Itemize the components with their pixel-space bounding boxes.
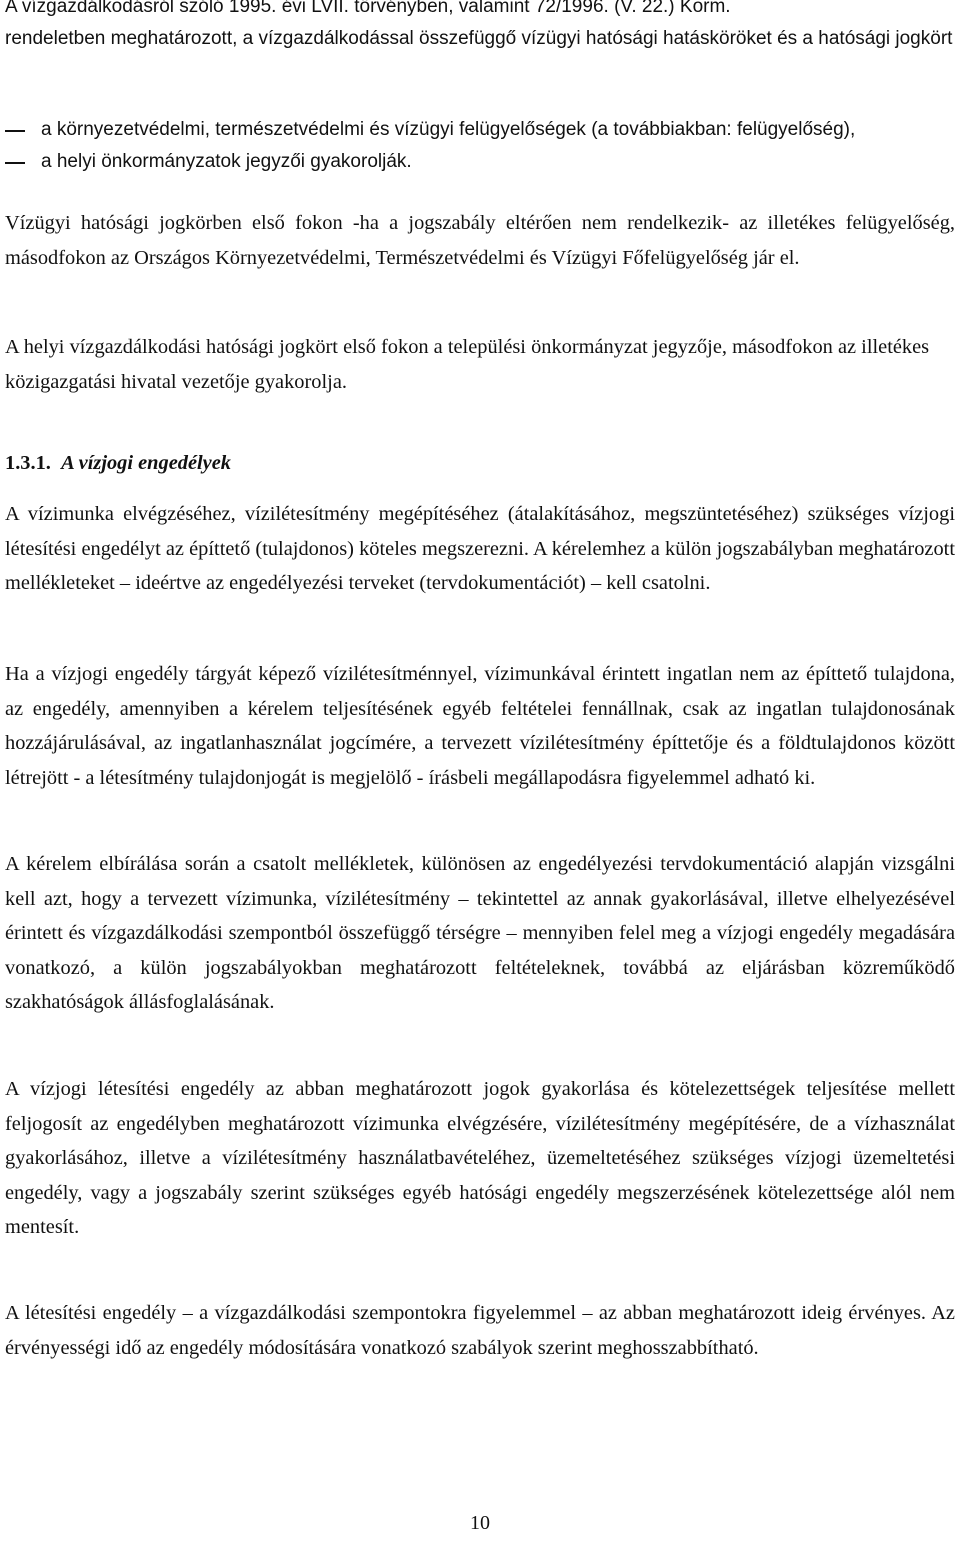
intro-paragraph <box>5 0 955 55</box>
paragraph-ownership: Ha a vízjogi engedély tárgyát képező vízilétesítménnyel, vízimunkával érintett ingatlan nem az építtető tulajdona, az engedély, amennyiben a kérelem teljesítésének egyéb feltételei fennállnak, csak az ingatlan tulajdonosának hozzájárulásával, az ingatlanhasználat jogcímére, a tervezett vízilétesítmény építtetője és a földtulajdonos között létrejött - a létesítmény tulajdonjogát is megjelölő - írásbeli megállapodásra figyelemmel adható ki. <box>5 663 955 789</box>
paragraph-validity: A létesítési engedély – a vízgazdálkodási szempontokra figyelemmel – az abban meghatározott ideig érvényes. Az érvényességi idő az engedély módosítására vonatkozó szabályok szerint meghosszabbítható. <box>5 1302 955 1359</box>
paragraph-water-permit: A vízimunka elvégzéséhez, vízilétesítmény megépítéséhez (átalakításához, megszüntetéséhez) szükséges vízjogi létesítési engedélyt az építtető (tulajdonos) köteles megszerezni. A kérelemhez a külön jogszabályban meghatározott mellékleteket – ideértve az engedélyezési terveket (tervdokumentációt) – kell csatolni. <box>5 503 955 595</box>
paragraph-evaluation: A kérelem elbírálása során a csatolt mellékletek, különösen az engedélyezési tervdokumentáció alapján vizsgálni kell azt, hogy a tervezett vízimunka, vízilétesítmény – tekintettel az annak gyakorlásával, illetve elhelyezésével érintett és vízgazdálkodási szempontból összefüggő térségre – mennyiben felel meg a vízjogi engedély megadására vonatkozó, a külön jogszabályokban meghatározott feltételeknek, továbbá az eljárásban közreműködő szakhatóságok állásfoglalásának. <box>5 853 955 1014</box>
list-item-text: a helyi önkormányzatok jegyzői gyakorolják. <box>41 151 412 172</box>
list-item <box>5 146 955 178</box>
paragraph-first-instance: Vízügyi hatósági jogkörben első fokon -ha a jogszabály eltérően nem rendelkezik- az illetékes felügyelőség, másodfokon az Országos Környezetvédelmi, Természetvédelmi és Vízügyi Főfelügyelőség jár el. <box>5 212 955 269</box>
list-item-text: a környezetvédelmi, természetvédelmi és vízügyi felügyelőségek (a továbbiakban: felügyelőség), <box>41 119 856 140</box>
intro-line-2: rendeletben meghatározott, a vízgazdálkodással összefüggő vízügyi hatósági hatásköröket és a hatósági jogkört <box>5 28 953 49</box>
dash-bullet-icon <box>5 130 25 132</box>
section-title: A vízjogi engedélyek <box>61 452 231 474</box>
authority-list <box>5 114 955 178</box>
section-heading <box>5 446 231 481</box>
page-number: 10 <box>470 1512 490 1534</box>
section-number: 1.3.1. <box>5 452 51 474</box>
paragraph-permit-rights: A vízjogi létesítési engedély az abban meghatározott jogok gyakorlása és kötelezettségek teljesítése mellett feljogosít az engedélyben meghatározott vízimunka elvégzésére, vízilétesítmény megépítésére, de a vízhasználat gyakorlásához, illetve a vízilétesítmény használatbavételéhez, üzemeltetéséhez szükséges vízjogi üzemeltetési engedély, vagy a jogszabály szerint szükséges egyéb hatósági engedély megszerzésének kötelezettsége alól nem mentesít. <box>5 1078 955 1239</box>
paragraph-local-authority: A helyi vízgazdálkodási hatósági jogkört első fokon a települési önkormányzat jegyzője, másodfokon az illetékes közigazgatási hivatal vezetője gyakorolja. <box>5 336 930 393</box>
intro-line-1: A vízgazdálkodásról szóló 1995. évi LVII. törvényben, valamint 72/1996. (V. 22.) Korm. <box>5 0 731 17</box>
dash-bullet-icon <box>5 162 25 164</box>
list-item <box>5 114 955 146</box>
